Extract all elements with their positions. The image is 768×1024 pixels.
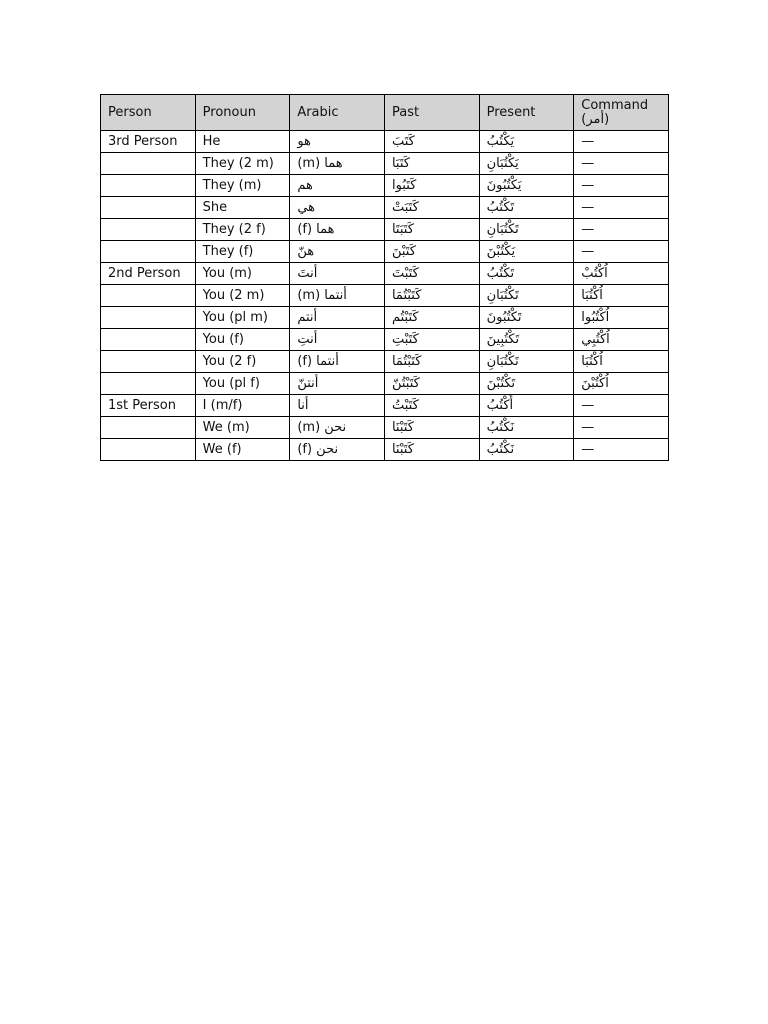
cell-pronoun: You (pl m) (195, 307, 290, 329)
table-row (101, 219, 669, 241)
cell-arabic: أنتم (290, 307, 385, 329)
cell-past: كَتَبْنَا (384, 417, 479, 439)
table-row (101, 329, 669, 351)
cell-person (101, 373, 196, 395)
cell-person (101, 285, 196, 307)
cell-arabic: أنتِ (290, 329, 385, 351)
cell-pronoun: They (m) (195, 175, 290, 197)
cell-person (101, 175, 196, 197)
cell-person (101, 197, 196, 219)
cell-past: كَتَبْتُنّ (384, 373, 479, 395)
cell-past: كَتَبْتُ (384, 395, 479, 417)
table-row (101, 263, 669, 285)
cell-arabic: هي (290, 197, 385, 219)
cell-command: — (574, 417, 669, 439)
cell-present: تَكْتُبُونَ (479, 307, 574, 329)
cell-past: كَتَبْتُم (384, 307, 479, 329)
cell-past: كَتَبْنَ (384, 241, 479, 263)
cell-command: — (574, 439, 669, 461)
cell-pronoun: You (m) (195, 263, 290, 285)
cell-pronoun: We (f) (195, 439, 290, 461)
cell-command: اُكْتُبَا (574, 351, 669, 373)
table-row (101, 395, 669, 417)
cell-pronoun: They (f) (195, 241, 290, 263)
cell-present: أَكْتُبُ (479, 395, 574, 417)
cell-person (101, 219, 196, 241)
table-row (101, 175, 669, 197)
cell-arabic: أنتنّ (290, 373, 385, 395)
cell-pronoun: We (m) (195, 417, 290, 439)
cell-pronoun: You (2 f) (195, 351, 290, 373)
cell-command: اُكْتُبُوا (574, 307, 669, 329)
cell-command: — (574, 197, 669, 219)
cell-arabic: هو (290, 131, 385, 153)
header-row (101, 95, 669, 131)
cell-person (101, 351, 196, 373)
cell-present: تَكْتُبُ (479, 197, 574, 219)
cell-present: يَكْتُبَانِ (479, 153, 574, 175)
cell-pronoun: He (195, 131, 290, 153)
cell-person (101, 153, 196, 175)
cell-arabic: هما (m) (290, 153, 385, 175)
column-header-present: Present (479, 95, 574, 131)
cell-arabic: نحن (m) (290, 417, 385, 439)
table-row (101, 307, 669, 329)
cell-past: كَتَبُوا (384, 175, 479, 197)
conjugation-table (100, 94, 669, 461)
cell-pronoun: You (f) (195, 329, 290, 351)
table-row (101, 285, 669, 307)
cell-pronoun: You (pl f) (195, 373, 290, 395)
cell-command: — (574, 131, 669, 153)
column-header-pronoun: Pronoun (195, 95, 290, 131)
cell-pronoun: They (2 f) (195, 219, 290, 241)
cell-past: كَتَبَتَا (384, 219, 479, 241)
cell-past: كَتَبَ (384, 131, 479, 153)
table-row (101, 351, 669, 373)
cell-person (101, 417, 196, 439)
cell-command: — (574, 241, 669, 263)
cell-command: اُكْتُبَا (574, 285, 669, 307)
cell-command: اُكْتُبْنَ (574, 373, 669, 395)
cell-person (101, 329, 196, 351)
cell-pronoun: She (195, 197, 290, 219)
cell-person (101, 307, 196, 329)
table-row (101, 417, 669, 439)
cell-person (101, 241, 196, 263)
cell-arabic: هما (f) (290, 219, 385, 241)
cell-past: كَتَبْتِ (384, 329, 479, 351)
cell-pronoun: You (2 m) (195, 285, 290, 307)
cell-past: كَتَبَا (384, 153, 479, 175)
cell-arabic: أنتما (f) (290, 351, 385, 373)
cell-present: تَكْتُبُ (479, 263, 574, 285)
table-body (101, 131, 669, 461)
cell-command: — (574, 175, 669, 197)
column-header-past: Past (384, 95, 479, 131)
cell-arabic: أنا (290, 395, 385, 417)
cell-present: يَكْتُبُونَ (479, 175, 574, 197)
cell-present: يَكْتُبْنَ (479, 241, 574, 263)
table-row (101, 439, 669, 461)
cell-present: تَكْتُبَانِ (479, 285, 574, 307)
cell-person (101, 439, 196, 461)
column-header-arabic: Arabic (290, 95, 385, 131)
cell-command: — (574, 395, 669, 417)
cell-person: 3rd Person (101, 131, 196, 153)
cell-command: — (574, 219, 669, 241)
cell-arabic: نحن (f) (290, 439, 385, 461)
cell-arabic: أنتَ (290, 263, 385, 285)
table-row (101, 131, 669, 153)
table-row (101, 197, 669, 219)
cell-present: تَكْتُبَانِ (479, 351, 574, 373)
cell-present: تَكْتُبْنَ (479, 373, 574, 395)
cell-past: كَتَبَتْ (384, 197, 479, 219)
cell-arabic: أنتما (m) (290, 285, 385, 307)
cell-person: 1st Person (101, 395, 196, 417)
cell-present: نَكْتُبُ (479, 417, 574, 439)
cell-pronoun: They (2 m) (195, 153, 290, 175)
table-row (101, 241, 669, 263)
table-row (101, 153, 669, 175)
cell-present: تَكْتُبِينَ (479, 329, 574, 351)
cell-present: تَكْتُبَانِ (479, 219, 574, 241)
column-header-command: Command (أمر) (574, 95, 669, 131)
cell-pronoun: I (m/f) (195, 395, 290, 417)
cell-past: كَتَبْتُمَا (384, 351, 479, 373)
cell-present: نَكْتُبُ (479, 439, 574, 461)
cell-arabic: هنّ (290, 241, 385, 263)
cell-past: كَتَبْنَا (384, 439, 479, 461)
cell-past: كَتَبْتَ (384, 263, 479, 285)
table-header (101, 95, 669, 131)
cell-person: 2nd Person (101, 263, 196, 285)
column-header-person: Person (101, 95, 196, 131)
cell-command: اُكْتُبْ (574, 263, 669, 285)
cell-present: يَكْتُبُ (479, 131, 574, 153)
cell-arabic: هم (290, 175, 385, 197)
cell-command: اُكْتُبِي (574, 329, 669, 351)
cell-command: — (574, 153, 669, 175)
cell-past: كَتَبْتُمَا (384, 285, 479, 307)
table-row (101, 373, 669, 395)
